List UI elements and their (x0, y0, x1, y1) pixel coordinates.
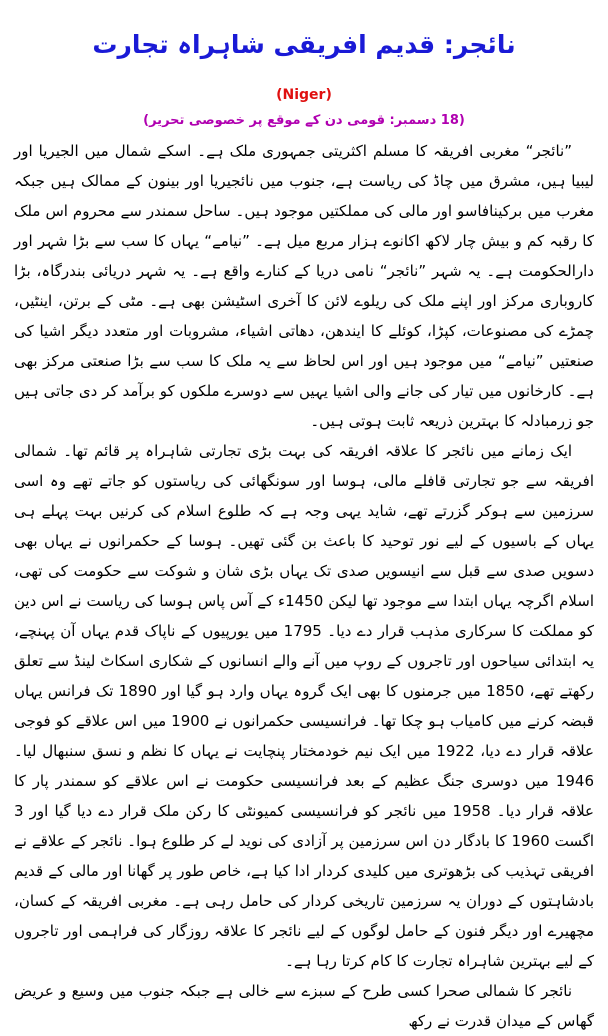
article-note: (18 دسمبر: قومی دن کے موقع پر خصوصی تحریر) (143, 113, 465, 128)
paragraph-3: نائجر کا شمالی صحرا کسی طرح کے سبزے سے خالی ہے جبکہ جنوب میں وسیع و عریض گھاس کے میدان قدرت نے رکھ (14, 982, 594, 1030)
paragraph-1: ”نائجر“ مغربی افریقہ کا مسلم اکثریتی جمہوری ملک ہے۔ اسکے شمال میں الجیریا اور لیبیا ہیں، مشرق میں چاڈ کی ریاست ہے، جنوب میں نائجیریا اور بینون کے ممالک ہیں جبکہ مغرب میں برکینافاسو اور مالی کی مملکتیں موجود ہیں۔ ساحل سمندر سے محروم اس ملک کا رقبہ کم و بیش چار لاکھ اکانوے ہزار مربع میل ہے۔ ”نیامے“ یہاں کا سب سے بڑا شہر اور دارالحکومت ہے۔ یہ شہر ”نائجر“ نامی دریا کے کنارے واقع ہے۔ یہ شہر دریائی بندرگاہ، بڑا کاروباری مرکز اور اپنے ملک کی ریلوے لائن کا آخری اسٹیشن بھی ہے۔ مٹی کے برتن، اینٹیں، چمڑے کی مصنوعات، کپڑا، کوئلے کا ایندھن، دھاتی اشیاء، مشروبات اور متعدد دیگر اشیا کی صنعتیں ”نیامے“ میں موجود ہیں اور اس لحاظ سے یہ ملک کا سب سے بڑا صنعتی مرکز بھی ہے۔ کارخانوں میں تیار کی جانے والی اشیا یہیں سے دوسرے ملکوں کو برآمد کر دی جاتی ہیں جو زرمبادلہ کا بہترین ذریعہ ثابت ہوتی ہیں۔ (14, 142, 594, 430)
article-body (14, 136, 594, 1036)
paragraph-2: ایک زمانے میں نائجر کا علاقہ افریقہ کی بہت بڑی تجارتی شاہراہ پر قائم تھا۔ شمالی افریقہ سے جو تجارتی قافلے مالی، ہوسا اور سونگھائی کی ریاستوں کو جاتے تھے وہ اسی سرزمین سے ہوکر گزرتے تھے، شاید یہی وجہ ہے کہ طلوع اسلام کی کرنیں بہت پہلے ہی یہاں کے باسیوں کے لیے نور توحید کا باعث بن گئی تھیں۔ ہوسا کے حکمرانوں نے یہاں بھی دسویں صدی سے قبل سے انیسویں صدی تک یہاں بڑی شان و شوکت سے حکومت کی تھی، اسلام اگرچہ یہاں ابتدا سے موجود تھا لیکن 1450ء کے آس پاس ہوسا کی ریاست نے اس دین کو مملکت کا سرکاری مذہب قرار دے دیا۔ 1795 میں یورپیوں کے ناپاک قدم یہاں آن پہنچے، یہ ابتدائی سیاحوں اور تاجروں کے روپ میں آنے والے انسانوں کے شکاری اسکاٹ لینڈ سے تعلق رکھتے تھے، 1850 میں جرمنوں کا بھی ایک گروہ یہاں وارد ہو گیا اور 1890 تک فرانس یہاں قبضہ کرنے میں کامیاب ہو چکا تھا۔ فرانسیسی حکمرانوں نے 1900 میں اس علاقے کو فوجی علاقہ قرار دے دیا، 1922 میں ایک نیم خودمختار پنچایت نے یہاں کا نظم و نسق سنبھال لیا۔ 1946 میں دوسری جنگ عظیم کے بعد فرانسیسی حکومت نے اس علاقے کو سمندر پار کا علاقہ قرار دیا۔ 1958 میں نائجر کو فرانسیسی کمیونٹی کا رکن ملک قرار دے دیا گیا اور 3 اگست 1960 کا بادگار دن اس سرزمین پر آزادی کی نوید لے کر طلوع ہوا۔ نائجر کے علاقے نے افریقی تہذیب کی بڑھوتری میں کلیدی کردار ادا کیا ہے، خاص طور پر گھانا اور مالی کے قدیم بادشاہتوں کے دوران یہ سرزمین تاریخی کردار کی حامل رہی ہے۔ مغربی افریقہ کے کسان، مچھیرے اور دیگر فنون کے حامل لوگوں کے لیے نائجر کا علاقہ روزگار کی فراہمی اور تاجروں کے لیے بہترین شاہراہ تجارت کا کام کرتا رہا ہے۔ (14, 442, 595, 970)
article-subtitle: (Niger) (276, 87, 332, 103)
article-title: نائجر: قدیم افریقی شاہراہ تجارت (92, 30, 516, 59)
